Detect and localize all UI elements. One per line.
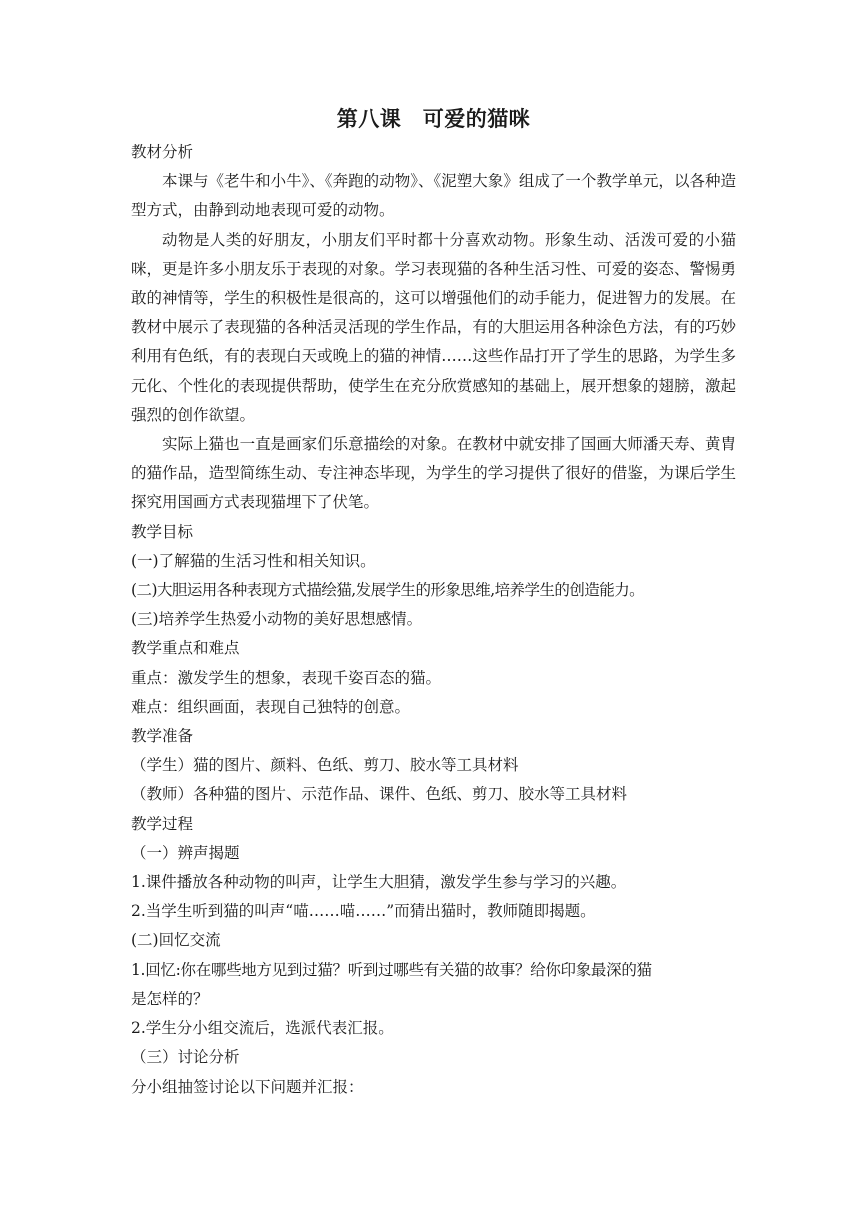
document-page (131, 100, 736, 1102)
section-heading-goals: 教学目标 (131, 522, 194, 541)
difficulty-point: 难点：组织画面，表现自己独特的创意。 (131, 697, 411, 716)
process-step-item-continued: 是怎样的？ (131, 989, 209, 1008)
paragraph-painters: 实际上猫也一直是画家们乐意描绘的对象。在教材中就安排了国画大师潘天寿、黄胄的猫作品，造型简练生动、专注神态毕现，为学生的学习提供了很好的借鉴，为课后学生探究用国画方式表现猫埋下了伏笔。 (131, 435, 736, 512)
goal-item: (一)了解猫的生活习性和相关知识。 (131, 551, 376, 570)
section-heading-analysis: 教材分析 (131, 143, 194, 161)
process-step-item: 分小组抽签讨论以下问题并汇报： (131, 1077, 364, 1096)
section-heading-process: 教学过程 (131, 814, 194, 833)
process-step-heading: （一）辨声揭题 (131, 843, 240, 862)
process-step-item: 2.当学生听到猫的叫声“喵……喵……”而猜出猫时，教师随即揭题。 (131, 902, 596, 921)
key-point: 重点：激发学生的想象，表现千姿百态的猫。 (131, 668, 442, 687)
preparation-teacher: （教师）各种猫的图片、示范作品、课件、色纸、剪刀、胶水等工具材料 (131, 785, 628, 804)
section-heading-preparation: 教学准备 (131, 727, 194, 746)
paragraph-animals: 动物是人类的好朋友，小朋友们平时都十分喜欢动物。形象生动、活泼可爱的小猫咪，更是许多小朋友乐于表现的对象。学习表现猫的各种生活习性、可爱的姿态、警惕勇敢的神情等，学生的积极性是很高的，这可以增强他们的动手能力，促进智力的发展。在教材中展示了表现猫的各种活灵活现的学生作品，有的大胆运用各种涂色方法，有的巧妙利用有色纸，有的表现白天或晚上的猫的神情……这些作品打开了学生的思路，为学生多元化、个性化的表现提供帮助，使学生在充分欣赏感知的基础上，展开想象的翅膀，激起强烈的创作欲望。 (131, 230, 736, 424)
lesson-title: 第八课 可爱的猫咪 (336, 106, 531, 131)
paragraph-unit-intro: 本课与《老牛和小牛》、《奔跑的动物》、《泥塑大象》组成了一个教学单元，以各种造型方式，由静到动地表现可爱的动物。 (131, 172, 736, 220)
process-step-item: 1.课件播放各种动物的叫声，让学生大胆猜，激发学生参与学习的兴趣。 (131, 873, 627, 892)
goal-item: (二)大胆运用各种表现方式描绘猫,发展学生的形象思维,培养学生的创造能力。 (131, 581, 645, 600)
process-step-item: 2.学生分小组交流后，选派代表汇报。 (131, 1019, 394, 1038)
preparation-students: （学生）猫的图片、颜料、色纸、剪刀、胶水等工具材料 (131, 756, 519, 775)
process-step-heading: （三）讨论分析 (131, 1048, 240, 1067)
goal-item: (三)培养学生热爱小动物的美好思想感情。 (131, 610, 423, 629)
process-step-item: 1.回忆:你在哪些地方见到过猫？听到过哪些有关猫的故事？给你印象最深的猫 (131, 960, 652, 979)
section-heading-key-points: 教学重点和难点 (131, 639, 240, 658)
process-step-heading: (二)回忆交流 (131, 931, 221, 950)
